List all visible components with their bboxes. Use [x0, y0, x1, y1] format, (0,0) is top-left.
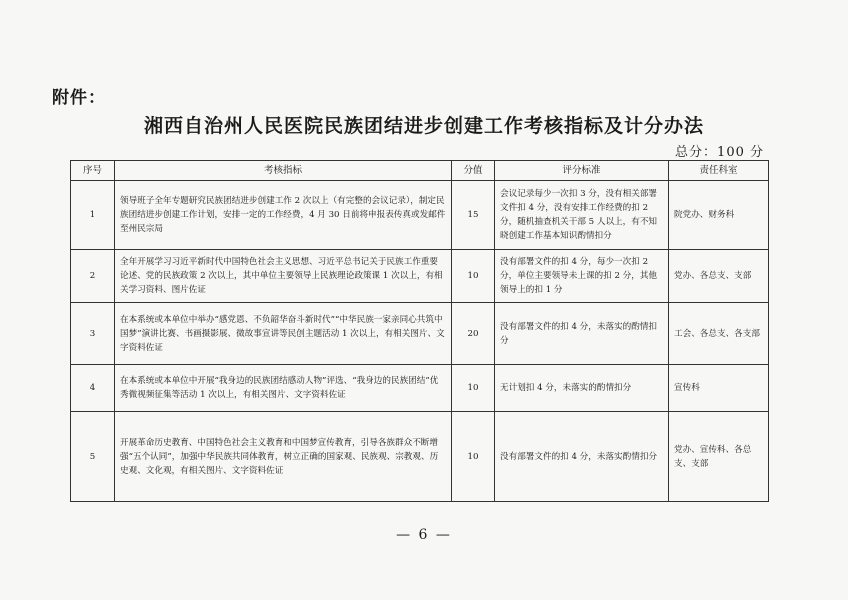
- table-row: [71, 181, 769, 250]
- table-header-row: [71, 161, 769, 181]
- row-standard: 无计划扣 4 分，未落实的酌情扣分: [495, 365, 669, 412]
- page-number: — 6 —: [396, 527, 452, 543]
- header-item: 考核指标: [115, 161, 452, 181]
- document-title: 湘西自治州人民医院民族团结进步创建工作考核指标及计分办法: [143, 115, 704, 137]
- row-dept: 院党办、财务科: [669, 181, 769, 250]
- row-number: 4: [71, 365, 115, 412]
- row-score: 10: [452, 412, 495, 502]
- row-number: 5: [71, 412, 115, 502]
- row-number: 1: [71, 181, 115, 250]
- total-score: 总分：100 分: [675, 145, 764, 160]
- table-row: [71, 365, 769, 412]
- row-dept: 党办、宣传科、各总支、支部: [669, 412, 769, 502]
- table-row: [71, 250, 769, 303]
- row-standard: 会议记录每少一次扣 3 分，没有相关部署文件扣 4 分，没有安排工作经费的扣 2 分，随机抽查机关干部 5 人以上，有不知晓创建工作基本知识酌情扣分: [495, 181, 669, 250]
- header-standard: 评分标准: [495, 161, 669, 181]
- row-score: 15: [452, 181, 495, 250]
- row-item: 在本系统或本单位中举办“感党恩、不负韶华奋斗新时代”“中华民族一家亲同心共筑中国梦”演讲比赛、书画摄影展、微故事宣讲等民创主题活动 1 次以上，有相关图片、文字资料佐证: [115, 303, 452, 365]
- row-dept: 工会、各总支、各支部: [669, 303, 769, 365]
- table-row: [71, 412, 769, 502]
- row-number: 2: [71, 250, 115, 303]
- row-dept: 党办、各总支、支部: [669, 250, 769, 303]
- row-item: 全年开展学习习近平新时代中国特色社会主义思想、习近平总书记关于民族工作重要论述、党的民族政策 2 次以上，其中单位主要领导上民族理论政策课 1 次以上，有相关学习资料、图片佐证: [115, 250, 452, 303]
- row-standard: 没有部署文件的扣 4 分，未落实的酌情扣分: [495, 303, 669, 365]
- row-score: 20: [452, 303, 495, 365]
- table-row: [71, 303, 769, 365]
- row-standard: 没有部署文件的扣 4 分，未落实酌情扣分: [495, 412, 669, 502]
- row-standard: 没有部署文件的扣 4 分，每少一次扣 2 分，单位主要领导未上课的扣 2 分，其他领导上的扣 1 分: [495, 250, 669, 303]
- header-score: 分值: [452, 161, 495, 181]
- row-item: 在本系统或本单位中开展“我身边的民族团结感动人物”评选、“我身边的民族团结”优秀微视频征集等活动 1 次以上，有相关图片、文字资料佐证: [115, 365, 452, 412]
- header-no: 序号: [71, 161, 115, 181]
- row-score: 10: [452, 365, 495, 412]
- attachment-label: 附件：: [52, 88, 106, 108]
- evaluation-table: [70, 160, 769, 502]
- row-dept: 宣传科: [669, 365, 769, 412]
- row-number: 3: [71, 303, 115, 365]
- row-item: 开展革命历史教育、中国特色社会主义教育和中国梦宣传教育，引导各族群众不断增强“五个认同”，加强中华民族共同体教育，树立正确的国家观、民族观、宗教观、历史观、文化观，有相关图片、文字资料佐证: [115, 412, 452, 502]
- header-dept: 责任科室: [669, 161, 769, 181]
- row-item: 领导班子全年专题研究民族团结进步创建工作 2 次以上（有完整的会议记录），制定民族团结进步创建工作计划，安排一定的工作经费，4 月 30 日前将申报表传真或发邮件至州民宗局: [115, 181, 452, 250]
- row-score: 10: [452, 250, 495, 303]
